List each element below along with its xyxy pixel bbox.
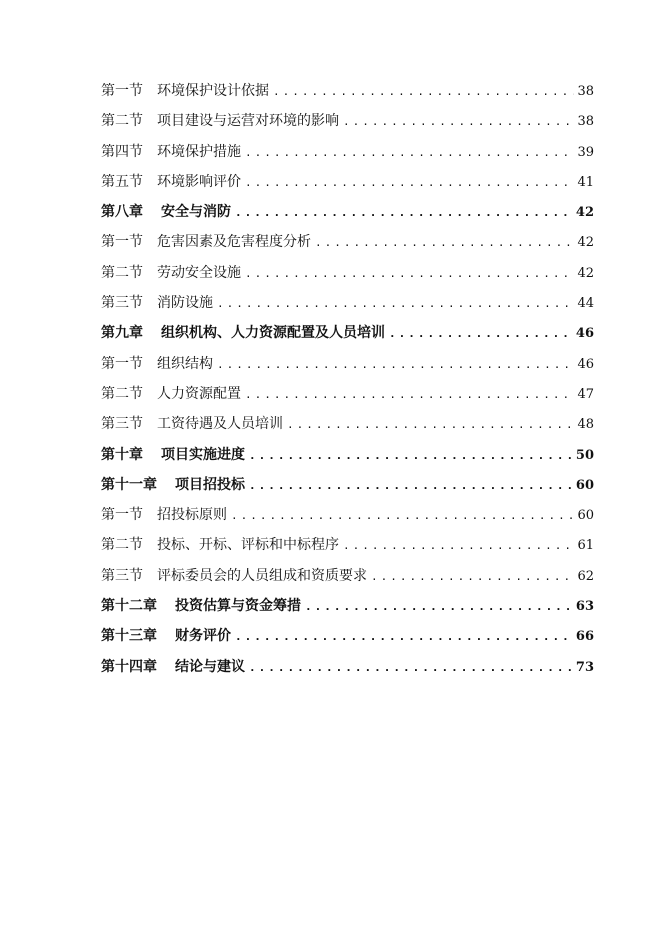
toc-entry[interactable]	[101, 500, 594, 530]
toc-entry-number: 第九章	[101, 325, 143, 342]
dot-leader	[235, 198, 573, 228]
toc-entry-number: 第一节	[101, 355, 143, 372]
toc-entry-page: 60	[577, 508, 594, 524]
toc-entry-page: 47	[577, 386, 594, 402]
toc-entry-title: 危害因素及危害程度分析	[157, 234, 311, 251]
dot-leader	[371, 562, 574, 592]
toc-entry-number: 第二节	[101, 537, 143, 554]
toc-entry-title: 环境影响评价	[157, 173, 241, 190]
table-of-contents	[101, 76, 594, 682]
toc-entry-title: 招投标原则	[157, 507, 227, 524]
toc-entry-number: 第十四章	[101, 658, 157, 675]
toc-entry-title: 消防设施	[157, 295, 213, 312]
dot-leader	[249, 441, 573, 471]
toc-chapter-entry[interactable]	[101, 652, 594, 682]
dot-leader	[343, 531, 574, 561]
toc-entry-page: 46	[577, 356, 594, 372]
toc-entry-page: 38	[577, 114, 594, 130]
toc-chapter-entry[interactable]	[101, 440, 594, 470]
toc-entry[interactable]	[101, 76, 594, 106]
toc-entry-number: 第十一章	[101, 476, 157, 493]
toc-entry-title: 项目招投标	[175, 476, 245, 493]
toc-entry-page: 42	[577, 235, 594, 251]
toc-entry-page: 42	[575, 205, 594, 221]
toc-entry-page: 39	[577, 144, 594, 160]
toc-entry-page: 63	[575, 599, 594, 615]
toc-entry-number: 第二节	[101, 113, 143, 130]
dot-leader	[217, 289, 574, 319]
toc-entry-page: 38	[577, 84, 594, 99]
toc-entry[interactable]	[101, 530, 594, 560]
dot-leader	[245, 259, 574, 289]
dot-leader	[231, 501, 574, 531]
toc-entry-number: 第五节	[101, 173, 143, 190]
toc-entry-number: 第一节	[101, 83, 143, 99]
dot-leader	[315, 228, 574, 258]
toc-entry-title: 财务评价	[175, 628, 231, 645]
toc-entry-page: 41	[577, 174, 594, 190]
toc-entry-page: 44	[577, 296, 594, 312]
toc-entry[interactable]	[101, 167, 594, 197]
toc-entry-page: 60	[575, 477, 594, 493]
toc-entry-number: 第四节	[101, 143, 143, 160]
toc-entry-number: 第一节	[101, 234, 143, 251]
toc-entry-title: 项目实施进度	[161, 446, 245, 463]
toc-entry[interactable]	[101, 349, 594, 379]
toc-entry-number: 第十章	[101, 446, 143, 463]
toc-entry[interactable]	[101, 258, 594, 288]
toc-entry[interactable]	[101, 137, 594, 167]
dot-leader	[305, 592, 573, 622]
toc-entry-title: 工资待遇及人员培训	[157, 416, 283, 433]
dot-leader	[245, 380, 574, 410]
toc-entry-title: 组织机构、人力资源配置及人员培训	[161, 325, 385, 342]
toc-chapter-entry[interactable]	[101, 197, 594, 227]
dot-leader	[273, 77, 574, 107]
toc-entry-number: 第二节	[101, 385, 143, 402]
toc-entry-page: 46	[575, 326, 594, 342]
toc-chapter-entry[interactable]	[101, 621, 594, 651]
toc-chapter-entry[interactable]	[101, 470, 594, 500]
dot-leader	[245, 138, 574, 168]
toc-entry-title: 人力资源配置	[157, 385, 241, 402]
toc-entry-number: 第十二章	[101, 598, 157, 615]
toc-entry-page: 66	[575, 629, 594, 645]
toc-entry-title: 投资估算与资金筹措	[175, 598, 301, 615]
toc-entry-title: 投标、开标、评标和中标程序	[157, 537, 339, 554]
toc-entry-title: 评标委员会的人员组成和资质要求	[157, 567, 367, 584]
toc-entry-title: 安全与消防	[161, 204, 231, 221]
dot-leader	[245, 168, 574, 198]
toc-entry[interactable]	[101, 379, 594, 409]
toc-entry[interactable]	[101, 106, 594, 136]
dot-leader	[249, 653, 573, 683]
toc-entry[interactable]	[101, 561, 594, 591]
toc-chapter-entry[interactable]	[101, 318, 594, 348]
dot-leader	[389, 319, 573, 349]
dot-leader	[287, 410, 574, 440]
toc-entry[interactable]	[101, 227, 594, 257]
toc-entry-number: 第八章	[101, 204, 143, 221]
toc-entry-title: 劳动安全设施	[157, 264, 241, 281]
toc-entry-page: 48	[577, 417, 594, 433]
toc-entry[interactable]	[101, 409, 594, 439]
toc-entry-page: 61	[577, 538, 594, 554]
toc-entry-page: 42	[577, 265, 594, 281]
toc-entry-number: 第三节	[101, 416, 143, 433]
toc-entry-page: 62	[577, 568, 594, 584]
toc-entry[interactable]	[101, 288, 594, 318]
toc-entry-title: 组织结构	[157, 355, 213, 372]
toc-entry-title: 结论与建议	[175, 658, 245, 675]
dot-leader	[343, 107, 574, 137]
dot-leader	[249, 471, 573, 501]
toc-entry-title: 项目建设与运营对环境的影响	[157, 113, 339, 130]
toc-entry-number: 第三节	[101, 295, 143, 312]
toc-entry-number: 第三节	[101, 567, 143, 584]
toc-entry-title: 环境保护设计依据	[157, 83, 269, 99]
dot-leader	[217, 350, 574, 380]
dot-leader	[235, 622, 573, 652]
toc-entry-number: 第一节	[101, 507, 143, 524]
toc-entry-number: 第十三章	[101, 628, 157, 645]
toc-entry-page: 50	[575, 447, 594, 463]
toc-entry-title: 环境保护措施	[157, 143, 241, 160]
toc-chapter-entry[interactable]	[101, 591, 594, 621]
toc-entry-number: 第二节	[101, 264, 143, 281]
toc-entry-page: 73	[575, 659, 594, 675]
